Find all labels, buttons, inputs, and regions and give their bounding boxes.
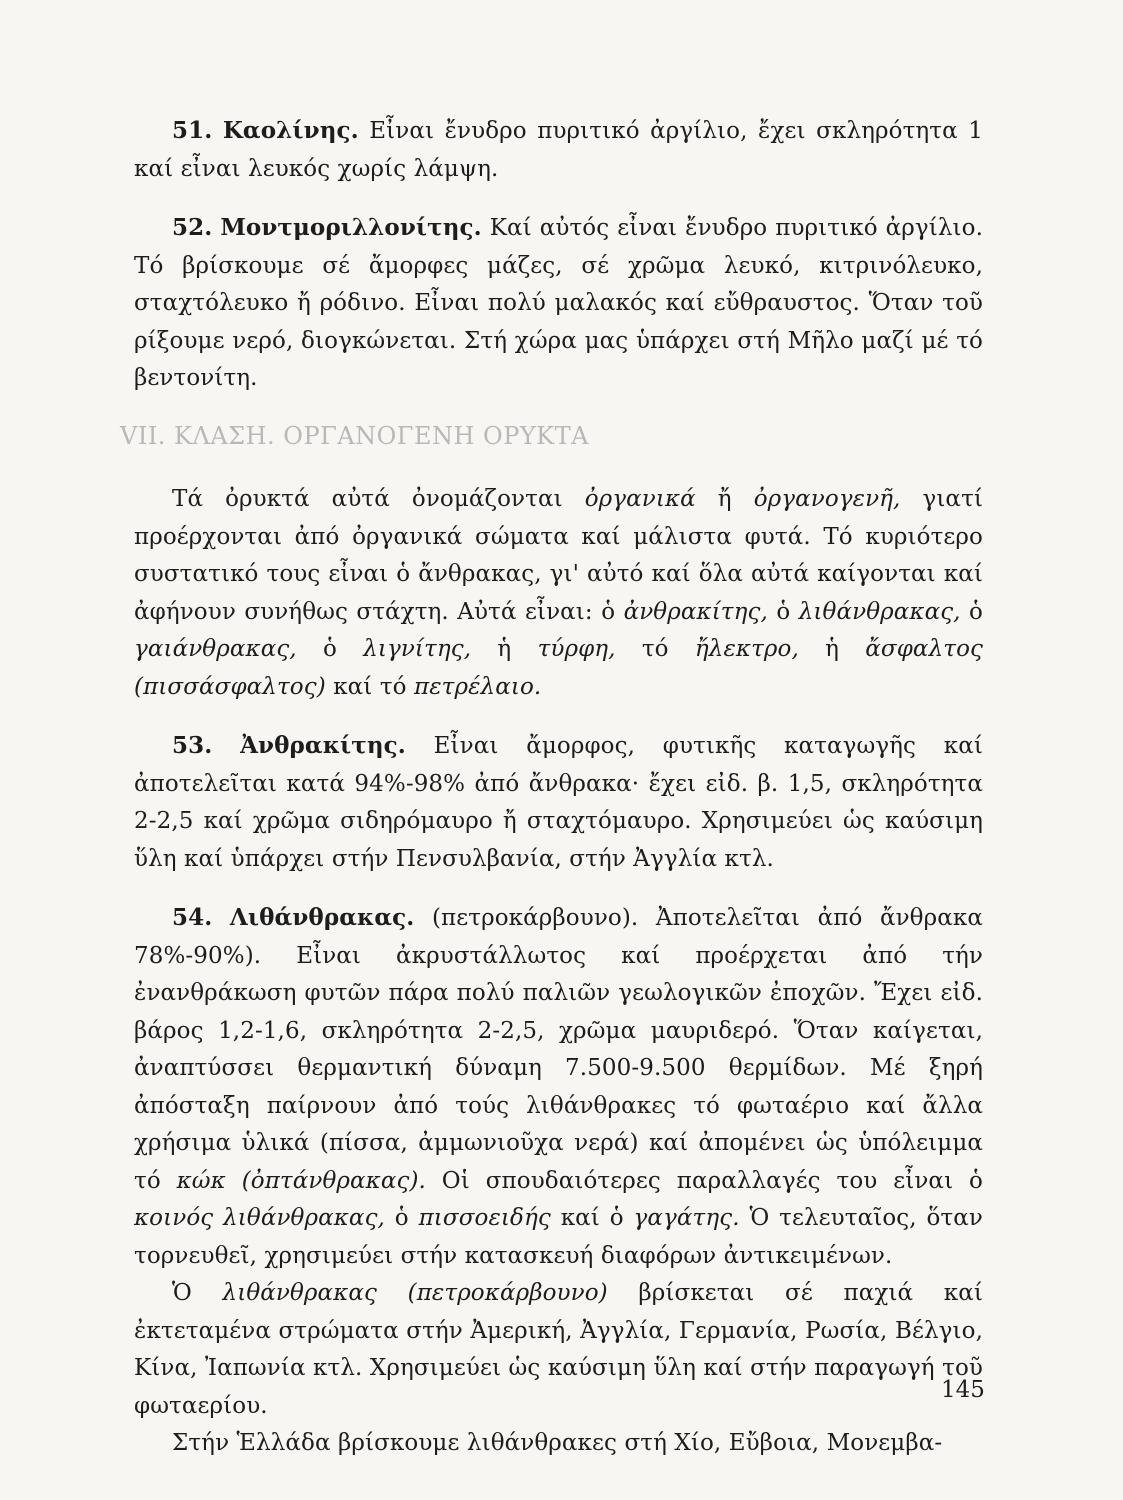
text-run: Ὁ τελευταῖος, ὅταν τορνευθεῖ, χρησιμεύει στήν κατασκευή διαφόρων ἀντικειμένων. bbox=[134, 1205, 983, 1269]
paragraph-coal-greece: Στήν Ἑλλάδα βρίσκουμε λιθάνθρακες στή Χίο, Εὔβοια, Μονεμβα- bbox=[172, 1430, 943, 1456]
entry-text: Εἶναι ἄμορφος, φυτικῆς καταγωγῆς καί ἀποτελεῖται κατά 94%-98% ἀπό ἄνθρακα· ἔχει εἰδ. β. 1,5, σκληρότητα 2-2,5 καί χρῶμα σιδηρόμαυρο ἤ σταχτόμαυρο. Χρησιμεύει ὡς καύσιμη ὕλη καί ὑπάρχει στήν Πενσυλβανία, στήν Ἀγγλία κτλ. bbox=[134, 733, 983, 872]
italic-term: ὀργανικά bbox=[584, 486, 696, 512]
italic-term: πετρέλαιο. bbox=[414, 673, 542, 700]
italic-term: λιθάνθρακας (πετροκάρβουνο) bbox=[222, 1280, 608, 1306]
text-run: καί τό bbox=[325, 673, 415, 700]
section-heading: VII. ΚΛΑΣΗ. ΟΡΓΑΝΟΓΕΝΗ ΟΡΥΚΤΑ bbox=[120, 421, 589, 450]
text-run: (πετροκάρβουνο). Ἀποτελεῖται ἀπό ἄνθρακα 78%-90%). Εἶναι ἀκρυστάλλωτος καί προέρχεται ἀπό τήν ἐνανθράκωση φυτῶν πάρα πολύ παλιῶν γεωλογικῶν ἐποχῶν. Ἔχει εἰδ. βάρος 1,2-1,6, σκληρότητα 2-2,5, χρῶμα μαυριδερό. Ὅταν καίγεται, ἀναπτύσσει θερμαντική δύναμη 7.500-9.500 θερμίδων. Μέ ξηρή ἀπόσταξη παίρνουν ἀπό τούς λιθάνθρακες τό φωταέριο καί ἄλλα χρήσιμα ὑλικά (πίσσα, ἀμμωνιοῦχα νερά) καί ἀπομένει ὡς ὑπόλειμμα τό bbox=[134, 905, 983, 1194]
entry-text: Καί αὐτός εἶναι ἔνυδρο πυριτικό ἀργίλιο. Τό βρίσκουμε σέ ἄμορφες μάζες, σέ χρῶμα λευκό, κιτρινόλευκο, σταχτόλευκο ἤ ρόδινο. Εἶναι πολύ μαλακός καί εὔθραυστος. Ὅταν τοῦ ρίξουμε νερό, διογκώνεται. Στή χώρα μας ὑπάρχει στή Μῆλο μαζί μέ τό βεντονίτη. bbox=[134, 215, 983, 391]
text-run: ὁ bbox=[384, 1205, 419, 1231]
entry-number: 53. bbox=[172, 732, 213, 759]
italic-term: γαγάτης. bbox=[633, 1205, 740, 1231]
paragraph-organic-intro bbox=[134, 481, 983, 706]
text-run: ὁ bbox=[767, 598, 799, 625]
text-run: βρίσκεται σέ παχιά καί ἐκτεταμένα στρώματα στήν Ἀμερική, Ἀγγλία, Γερμανία, Ρωσία, Βέλγιο, Κίνα, Ἰαπωνία κτλ. Χρησιμεύει ὡς καύσιμη ὕλη καί στήν παραγωγή τοῦ φωταερίου. bbox=[134, 1280, 984, 1419]
paragraph-coal bbox=[134, 899, 983, 1275]
text-run: καί ὁ bbox=[550, 1205, 634, 1231]
text-run: ὁ bbox=[296, 636, 364, 662]
italic-term: ἀνθρακίτης, bbox=[623, 598, 768, 625]
text-run: Τά ὀρυκτά αὐτά ὀνομάζονται bbox=[172, 486, 585, 512]
text-run: ἡ bbox=[798, 636, 866, 662]
entry-number: 54. bbox=[172, 904, 213, 931]
paragraph-coal-locations bbox=[134, 1275, 983, 1425]
italic-term: κοινός λιθάνθρακας, bbox=[134, 1205, 385, 1231]
paragraph-anthracite bbox=[134, 727, 983, 878]
entry-title: Καολίνης. bbox=[222, 117, 359, 144]
entry-text: Εἶναι ἔνυδρο πυριτικό ἀργίλιο, ἔχει σκληρότητα 1 καί εἶναι λευκός χωρίς λάμψη. bbox=[134, 118, 983, 182]
entry-title: Μοντμοριλλονίτης. bbox=[220, 214, 482, 241]
entry-title: Λιθάνθρακας. bbox=[229, 904, 415, 931]
italic-term: λιγνίτης, bbox=[363, 636, 472, 662]
italic-term: ἄσφαλτος (πισσάσφαλτος) bbox=[134, 636, 983, 700]
text-run: γιατί προέρχονται ἀπό ὀργανικά σώματα καί μάλιστα φυτά. Τό κυριότερο συστατικό τους εἶναι ὁ ἄνθρακας, γι' αὐτό καί ὅλα αὐτά καίγονται καί ἀφήνουν συνήθως στάχτη. Αὐτά εἶναι: ὁ bbox=[134, 486, 984, 625]
entry-title: Ἀνθρακίτης. bbox=[240, 732, 406, 759]
paragraph-montmorillonite bbox=[134, 209, 983, 398]
italic-term: ἤλεκτρο, bbox=[694, 636, 799, 662]
page-number: 145 bbox=[941, 1377, 985, 1403]
text-run: ἡ bbox=[471, 636, 538, 662]
page-body bbox=[120, 112, 984, 1463]
text-run: τό bbox=[615, 636, 695, 662]
italic-term: τύρφη, bbox=[537, 636, 616, 662]
italic-term: πισσοειδής bbox=[418, 1205, 551, 1231]
italic-term: λιθάνθρακας, bbox=[798, 598, 961, 625]
paragraph-kaolinite bbox=[134, 112, 983, 188]
entry-number: 52. bbox=[172, 214, 213, 241]
text-run: Οἱ σπουδαιότερες παραλλαγές του εἶναι ὁ bbox=[425, 1167, 983, 1194]
text-run: ὁ bbox=[960, 598, 983, 625]
italic-term: γαιάνθρακας, bbox=[134, 636, 297, 662]
entry-number: 51. bbox=[172, 117, 213, 144]
text-run: Ὁ bbox=[172, 1280, 223, 1306]
text-run: ἤ bbox=[695, 486, 754, 512]
italic-term: ὀργανογενῆ, bbox=[753, 486, 901, 512]
italic-term: κώκ (ὀπτάνθρακας). bbox=[176, 1167, 426, 1194]
